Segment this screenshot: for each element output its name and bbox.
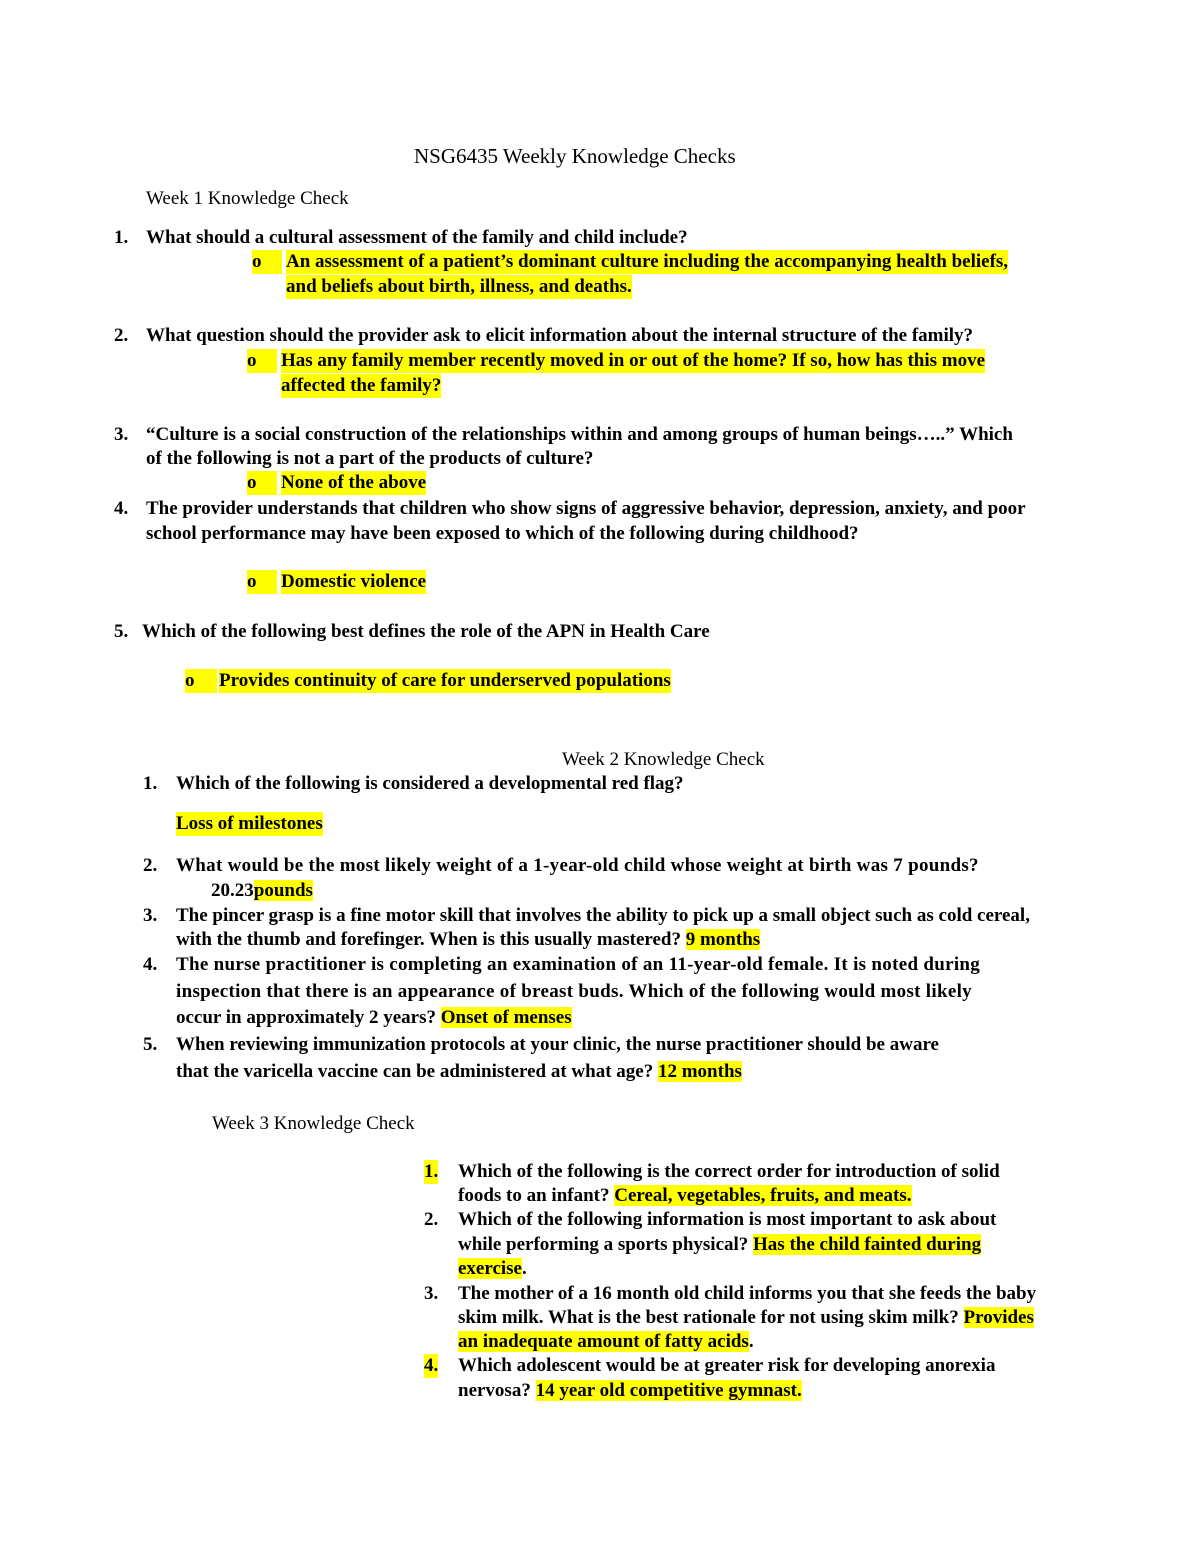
week1-q1-number: 1. bbox=[114, 227, 129, 248]
week3-q3-answer-cont: an inadequate amount of fatty acids bbox=[458, 1331, 749, 1352]
week1-q2-text: What question should the provider ask to elicit information about the internal structure of the family? bbox=[146, 325, 974, 346]
week2-q1-number: 1. bbox=[143, 773, 158, 794]
week3-q3-line2 bbox=[458, 1306, 1034, 1330]
week3-q2-text: Which of the following information is most important to ask about bbox=[458, 1209, 997, 1230]
week2-q1-text: Which of the following is considered a developmental red flag? bbox=[176, 773, 684, 794]
week2-q4-text-cont: inspection that there is an appearance of breast buds. Which of the following would most likely bbox=[176, 981, 972, 1002]
week2-heading: Week 2 Knowledge Check bbox=[562, 749, 765, 770]
week3-q4-number: 4. bbox=[424, 1355, 439, 1376]
week1-q3-bullet: o bbox=[247, 471, 277, 495]
week2-q5-answer: 12 months bbox=[657, 1061, 742, 1082]
week1-q2-answer-cont: affected the family? bbox=[281, 375, 442, 396]
page-title: NSG6435 Weekly Knowledge Checks bbox=[414, 144, 736, 168]
week1-q2-answer: Has any family member recently moved in or out of the home? If so, how has this move bbox=[281, 350, 986, 371]
week3-q3-answer: Provides bbox=[963, 1307, 1034, 1328]
week2-q5-line2 bbox=[176, 1060, 742, 1084]
week3-q3-number: 3. bbox=[424, 1283, 439, 1304]
week3-q2-line2 bbox=[458, 1233, 981, 1257]
week3-heading: Week 3 Knowledge Check bbox=[212, 1113, 415, 1134]
week3-q4-line2 bbox=[458, 1379, 802, 1403]
week2-q3-answer: 9 months bbox=[685, 929, 761, 950]
week1-q3-text-cont: of the following is not a part of the products of culture? bbox=[146, 448, 594, 469]
week3-q3-text: The mother of a 16 month old child informs you that she feeds the baby bbox=[458, 1283, 1037, 1304]
week3-q2-period: . bbox=[522, 1258, 527, 1279]
week2-q3-line2 bbox=[176, 928, 760, 952]
week3-q3-period: . bbox=[748, 1331, 754, 1352]
week3-q3-text-cont: skim milk. What is the best rationale for not using skim milk? bbox=[458, 1307, 959, 1328]
week2-q5-text-cont: that the varicella vaccine can be administered at what age? bbox=[176, 1061, 654, 1082]
week2-q2-number: 2. bbox=[143, 855, 158, 876]
week1-q4-bullet: o bbox=[247, 570, 277, 594]
week2-q4-number: 4. bbox=[143, 954, 158, 975]
week1-q5-text: Which of the following best defines the role of the APN in Health Care bbox=[142, 621, 710, 642]
week1-q5-answer: Provides continuity of care for underserved populations bbox=[219, 670, 671, 691]
week1-q1-text: What should a cultural assessment of the family and child include? bbox=[146, 227, 688, 248]
week1-q5-number: 5. bbox=[114, 621, 129, 642]
week2-q2-text: What would be the most likely weight of a 1-year-old child whose weight at birth was 7 pounds? bbox=[176, 855, 979, 876]
week3-q1-text: Which of the following is the correct order for introduction of solid bbox=[458, 1161, 1000, 1182]
week1-q4-text: The provider understands that children who show signs of aggressive behavior, depression, anxiety, and poor bbox=[146, 498, 1026, 519]
week2-q3-text: The pincer grasp is a fine motor skill that involves the ability to pick up a small object such as cold cereal, bbox=[176, 905, 1030, 926]
week1-q1-answer-cont: and beliefs about birth, illness, and deaths. bbox=[286, 276, 632, 297]
week1-q3-answer: None of the above bbox=[281, 472, 427, 493]
week1-q3-number: 3. bbox=[114, 424, 129, 445]
week2-q5-text: When reviewing immunization protocols at your clinic, the nurse practitioner should be aware bbox=[176, 1034, 939, 1055]
week1-q1-answer: An assessment of a patient’s dominant culture including the accompanying health beliefs, bbox=[286, 251, 1009, 272]
week2-q3-text-cont: with the thumb and forefinger. When is this usually mastered? bbox=[176, 929, 681, 950]
week3-q4-text: Which adolescent would be at greater risk for developing anorexia bbox=[458, 1355, 996, 1376]
week1-heading: Week 1 Knowledge Check bbox=[146, 188, 349, 209]
week1-q2-bullet: o bbox=[247, 349, 277, 373]
week2-q2-answer-unit: pounds bbox=[253, 880, 313, 901]
week2-q3-number: 3. bbox=[143, 905, 158, 926]
week1-q4-text-cont: school performance may have been exposed to which of the following during childhood? bbox=[146, 523, 859, 544]
week3-q2-number: 2. bbox=[424, 1209, 439, 1230]
week3-q2-text-cont: while performing a sports physical? bbox=[458, 1234, 749, 1255]
week3-q2-line3 bbox=[458, 1257, 527, 1281]
week2-q4-answer: Onset of menses bbox=[440, 1007, 572, 1028]
week1-q5-bullet: o bbox=[185, 669, 217, 693]
week1-q1-bullet: o bbox=[252, 250, 282, 274]
week2-q4-line3 bbox=[176, 1006, 572, 1030]
week2-q4-text-cont2: occur in approximately 2 years? bbox=[176, 1007, 436, 1028]
week1-q3-text: “Culture is a social construction of the relationships within and among groups of human beings…..” Which bbox=[146, 424, 1013, 445]
week2-q1-answer: Loss of milestones bbox=[176, 813, 323, 834]
week3-q4-text-cont: nervosa? bbox=[458, 1380, 531, 1401]
week3-q1-number: 1. bbox=[424, 1161, 439, 1182]
week3-q2-answer-cont: exercise bbox=[458, 1258, 522, 1279]
week2-q2-answer-line bbox=[211, 879, 313, 903]
week1-q4-number: 4. bbox=[114, 498, 129, 519]
week3-q3-line3 bbox=[458, 1330, 754, 1354]
week2-q5-number: 5. bbox=[143, 1034, 158, 1055]
week3-q1-answer: Cereal, vegetables, fruits, and meats. bbox=[614, 1185, 912, 1206]
week3-q4-answer: 14 year old competitive gymnast. bbox=[535, 1380, 802, 1401]
week2-q4-text: The nurse practitioner is completing an examination of an 11-year-old female. It is noted during bbox=[176, 954, 981, 975]
week1-q2-number: 2. bbox=[114, 325, 129, 346]
week3-q1-line2 bbox=[458, 1184, 912, 1208]
week3-q2-answer: Has the child fainted during bbox=[753, 1234, 982, 1255]
week1-q4-answer: Domestic violence bbox=[281, 571, 427, 592]
week3-q1-text-cont: foods to an infant? bbox=[458, 1185, 610, 1206]
week2-q2-answer-value: 20.23 bbox=[211, 880, 254, 901]
